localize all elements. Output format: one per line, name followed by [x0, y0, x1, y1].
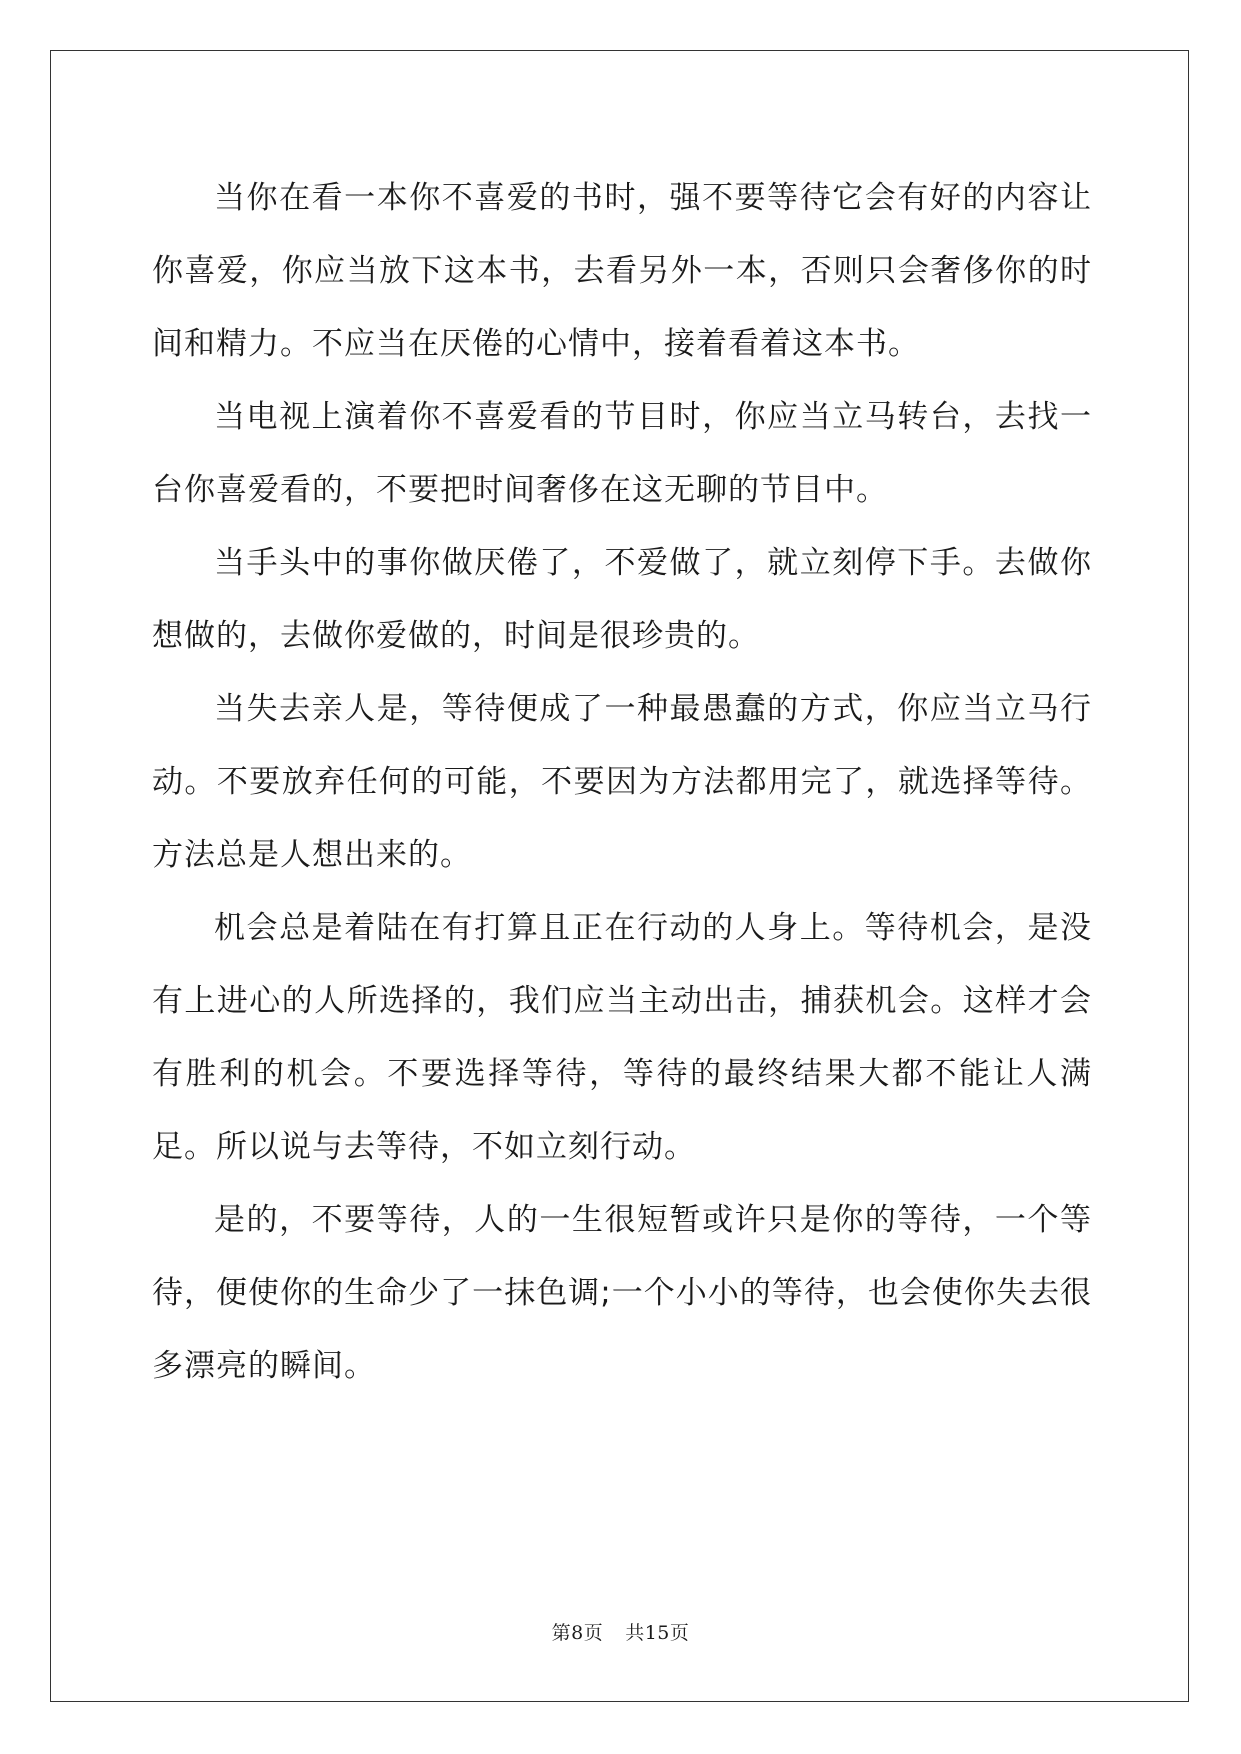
paragraph: 机会总是着陆在有打算且正在行动的人身上。等待机会，是没有上进心的人所选择的，我们应当主动出击，捕获机会。这样才会有胜利的机会。不要选择等待，等待的最终结果大都不能让人满足。所以说与去等待，不如立刻行动。	[152, 910, 1092, 1165]
total-pages: 共15页	[625, 1622, 690, 1644]
page-footer	[0, 1618, 1241, 1645]
document-body	[152, 162, 1092, 1403]
page-number: 第8页	[551, 1622, 604, 1644]
paragraph: 当电视上演着你不喜爱看的节目时，你应当立马转台，去找一台你喜爱看的，不要把时间奢侈在这无聊的节目中。	[152, 399, 1092, 508]
paragraph: 当你在看一本你不喜爱的书时，强不要等待它会有好的内容让你喜爱，你应当放下这本书，去看另外一本，否则只会奢侈你的时间和精力。不应当在厌倦的心情中，接着看着这本书。	[152, 180, 1092, 362]
paragraph: 当失去亲人是，等待便成了一种最愚蠢的方式，你应当立马行动。不要放弃任何的可能，不要因为方法都用完了，就选择等待。方法总是人想出来的。	[152, 691, 1092, 873]
paragraph: 当手头中的事你做厌倦了，不爱做了，就立刻停下手。去做你想做的，去做你爱做的，时间是很珍贵的。	[152, 545, 1092, 654]
paragraph: 是的，不要等待，人的一生很短暂或许只是你的等待，一个等待，便使你的生命少了一抹色调;一个小小的等待，也会使你失去很多漂亮的瞬间。	[152, 1202, 1092, 1384]
